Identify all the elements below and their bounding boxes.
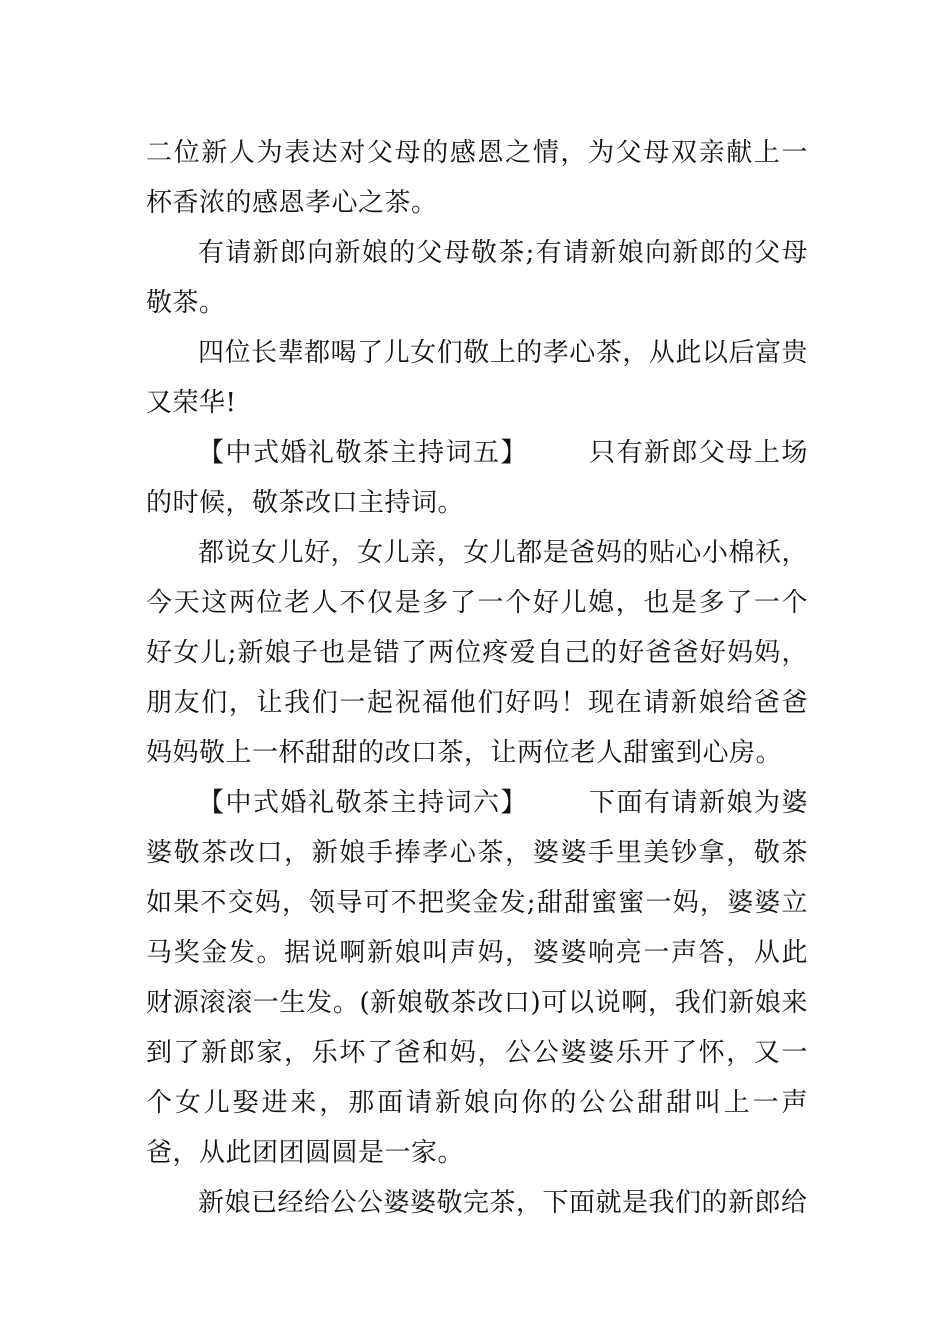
paragraph-4	[146, 428, 808, 528]
paragraph-text: 都说女儿好，女儿亲，女儿都是爸妈的贴心小棉袄，今天这两位老人不仅是多了一个好儿媳，也是多了一个好女儿;新娘子也是错了两位疼爱自己的好爸爸好妈妈，朋友们，让我们一起祝福他们好吗！现在请新娘给爸爸妈妈敬上一杯甜甜的改口茶，让两位老人甜蜜到心房。	[146, 538, 808, 768]
paragraph-3	[146, 328, 808, 428]
paragraph-text: 二位新人为表达对父母的感恩之情，为父母双亲献上一杯香浓的感恩孝心之茶。	[146, 138, 808, 218]
paragraph-text: 只有新郎父母上场的时候，敬茶改口主持词。	[146, 438, 808, 518]
paragraph-7	[146, 1178, 808, 1228]
paragraph-text: 下面有请新娘为婆婆敬茶改口，新娘手捧孝心茶，婆婆手里美钞拿，敬茶如果不交妈，领导可不把奖金发;甜甜蜜蜜一妈，婆婆立马奖金发。据说啊新娘叫声妈，婆婆响亮一声答，从此财源滚滚一生发。(新娘敬茶改口)可以说啊，我们新娘来到了新郎家，乐坏了爸和妈，公公婆婆乐开了怀，又一个女儿娶进来，那面请新娘向你的公公甜甜叫上一声爸，从此团团圆圆是一家。	[146, 788, 808, 1168]
paragraph-text: 有请新郎向新娘的父母敬茶;有请新娘向新郎的父母敬茶。	[146, 238, 808, 318]
paragraph-6	[146, 778, 808, 1178]
paragraph-2	[146, 228, 808, 328]
section-heading: 【中式婚礼敬茶主持词六】	[198, 788, 528, 818]
document-body	[146, 128, 808, 1228]
paragraph-text: 新娘已经给公公婆婆敬完茶，下面就是我们的新郎给	[198, 1188, 808, 1218]
paragraph-text: 四位长辈都喝了儿女们敬上的孝心茶，从此以后富贵又荣华!	[146, 338, 808, 418]
section-heading: 【中式婚礼敬茶主持词五】	[198, 438, 528, 468]
paragraph-5	[146, 528, 808, 778]
paragraph-1	[146, 128, 808, 228]
